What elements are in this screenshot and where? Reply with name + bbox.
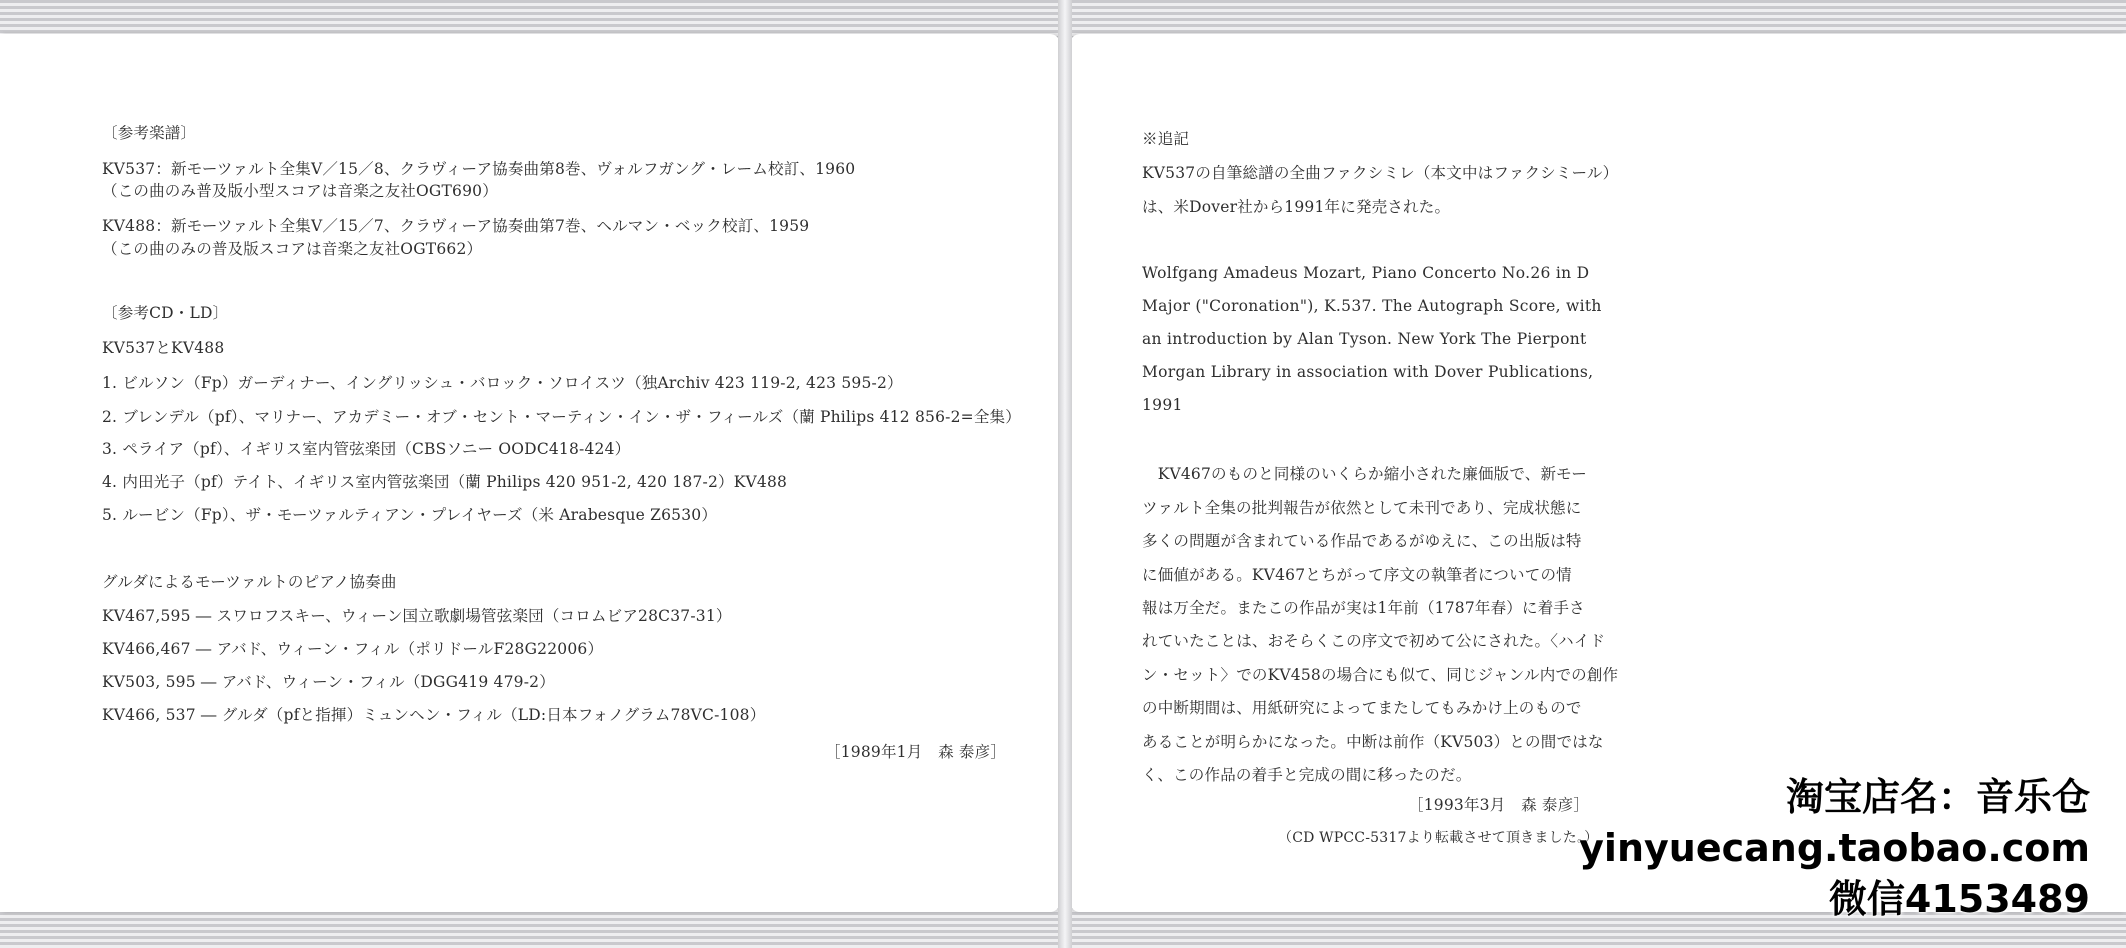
- citation-line: an introduction by Alan Tyson. New York The Pierpont: [1142, 330, 1587, 348]
- postscript-line: は、米Dover社から1991年に発売された。: [1142, 198, 1451, 216]
- watermark-shop-name: 淘宝店名：音乐仓: [1785, 775, 2090, 819]
- cd-item: 1. ビルソン（Fp）ガーディナー、イングリッシュ・バロック・ソロイスツ（独Archiv 423 119-2, 423 595-2）: [102, 374, 903, 392]
- score-line: （この曲のみの普及版スコアは音楽之友社OGT662）: [102, 240, 483, 258]
- cd-item: 3. ペライア（pf）、イギリス室内管弦楽団（CBSソニー OODC418-424）: [102, 440, 631, 458]
- body-line: KV467のものと同様のいくらか縮小された廉価版で、新モー: [1142, 465, 1587, 483]
- body-line: の中断期間は、用紙研究によってまたしてもみかけ上のもので: [1142, 699, 1582, 717]
- body-line: に価値がある。KV467とちがって序文の執筆者についての情: [1142, 566, 1572, 584]
- book-spine: [1058, 0, 1072, 948]
- source-note: （CD WPCC-5317より転載させて頂きました。）: [1278, 830, 1599, 846]
- gulda-item: KV503, 595 ― アバド、ウィーン・フィル（DGG419 479-2）: [102, 673, 555, 691]
- body-line: れていたことは、おそらくこの序文で初めて公にされた。〈ハイド: [1142, 632, 1606, 650]
- postscript-heading: ※追記: [1142, 130, 1190, 148]
- left-signature: ［1989年1月 森 泰彦］: [825, 743, 1007, 761]
- watermark-url: yinyuecang.taobao.com: [1579, 826, 2090, 870]
- gulda-heading: グルダによるモーツァルトのピアノ協奏曲: [102, 573, 397, 591]
- cd-heading: 〔参考CD・LD〕: [102, 304, 229, 322]
- cd-subheading: KV537とKV488: [102, 339, 225, 357]
- gulda-item: KV466,467 ― アバド、ウィーン・フィル（ポリドールF28G22006）: [102, 640, 604, 658]
- body-line: あることが明らかになった。中断は前作（KV503）との間ではな: [1142, 733, 1604, 751]
- watermark-wechat: 微信4153489: [1828, 877, 2090, 921]
- gulda-item: KV466, 537 ― グルダ（pfと指揮）ミュンヘン・フィル（LD:日本フォノグラム78VC-108）: [102, 706, 766, 724]
- citation-line: Morgan Library in association with Dover Publications,: [1142, 363, 1594, 381]
- postscript-line: KV537の自筆総譜の全曲ファクシミレ（本文中はファクシミール）: [1142, 164, 1619, 182]
- score-line: （この曲のみ普及版小型スコアは音楽之友社OGT690）: [102, 182, 498, 200]
- body-line: ツァルト全集の批判報告が依然として未刊であり、完成状態に: [1142, 499, 1582, 517]
- body-line: 報は万全だ。またこの作品が実は1年前（1787年春）に着手さ: [1142, 599, 1585, 617]
- citation-line: Major ("Coronation"), K.537. The Autograph Score, with: [1142, 297, 1602, 315]
- body-line: く、この作品の着手と完成の間に移ったのだ。: [1142, 766, 1472, 784]
- citation-line: 1991: [1142, 396, 1183, 414]
- citation-line: Wolfgang Amadeus Mozart, Piano Concerto No.26 in D: [1142, 264, 1590, 282]
- cd-item: 4. 内田光子（pf）テイト、イギリス室内管弦楽団（蘭 Philips 420 951-2, 420 187-2）KV488: [102, 473, 788, 491]
- right-signature: ［1993年3月 森 泰彦］: [1408, 796, 1590, 814]
- cd-item: 2. ブレンデル（pf）、マリナー、アカデミー・オブ・セント・マーティン・イン・ザ・フィールズ（蘭 Philips 412 856-2=全集）: [102, 408, 1021, 426]
- score-line: KV537：新モーツァルト全集Ⅴ／15／8、クラヴィーア協奏曲第8巻、ヴォルフガング・レーム校訂、1960: [102, 160, 856, 178]
- score-heading: 〔参考楽譜〕: [102, 124, 197, 142]
- gulda-item: KV467,595 ― スワロフスキー、ウィーン国立歌劇場管弦楽団（コロムビア28C37-31）: [102, 607, 732, 625]
- body-line: ン・セット〉でのKV458の場合にも似て、同じジャンル内での創作: [1142, 666, 1619, 684]
- score-line: KV488：新モーツァルト全集Ⅴ／15／7、クラヴィーア協奏曲第7巻、ヘルマン・ベック校訂、1959: [102, 217, 810, 235]
- cd-item: 5. ルービン（Fp）、ザ・モーツァルティアン・プレイヤーズ（米 Arabesque Z6530）: [102, 506, 718, 524]
- body-line: 多くの問題が含まれている作品であるがゆえに、この出版は特: [1142, 532, 1582, 550]
